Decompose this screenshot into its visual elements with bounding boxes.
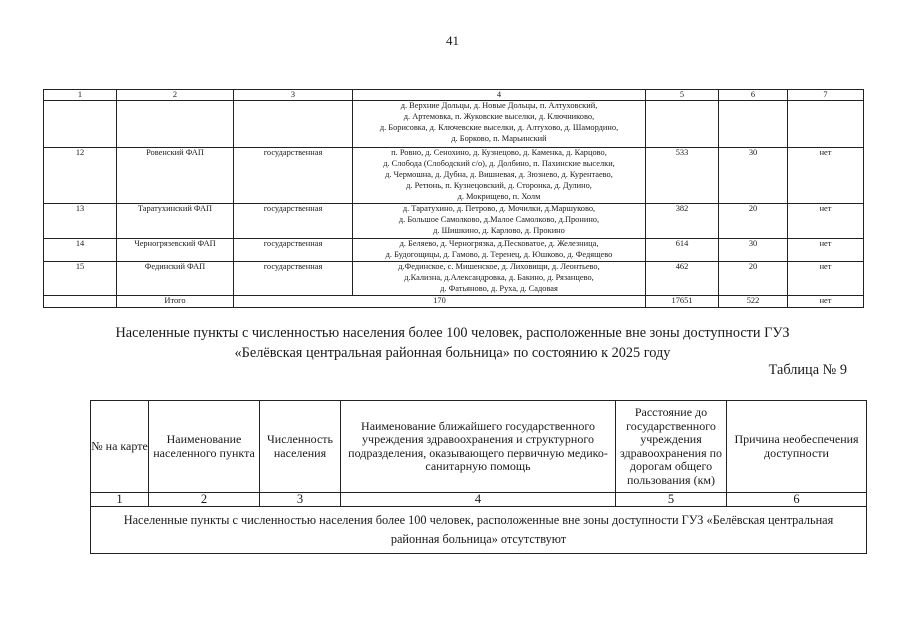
- population: 462: [646, 262, 719, 296]
- table-header-row: [91, 401, 867, 493]
- total-label: Итого: [117, 296, 234, 308]
- fap-table: [43, 89, 864, 308]
- row-number: 14: [44, 239, 117, 262]
- population: 382: [646, 204, 719, 239]
- row-number: 13: [44, 204, 117, 239]
- population: 614: [646, 239, 719, 262]
- note-row: [91, 507, 867, 554]
- column-numbers-row: [91, 493, 867, 507]
- column-number: 5: [616, 493, 727, 507]
- table-row: [44, 148, 864, 204]
- total-distance: 522: [719, 296, 788, 308]
- column-number: 6: [719, 90, 788, 101]
- fap-name: Черногрязевский ФАП: [117, 239, 234, 262]
- distance: 30: [719, 148, 788, 204]
- availability: нет: [788, 204, 864, 239]
- column-number: 3: [234, 90, 353, 101]
- ownership-form: [234, 101, 353, 148]
- distance: [719, 101, 788, 148]
- settlements-list: д. Таратухино, д. Петрово, д. Мочилки, д.Маршуково, д. Большое Самолково, д.Малое Самолково, д.Пронино, д. Шишкино, д. Карлово, д. Прокино: [353, 204, 646, 239]
- settlements-list: п. Ровно, д. Сенохино, д. Кузнецово, д. Каменка, д. Карцово, д. Слобода (Слободский с/о), д. Долбино, п. Пахинские выселки, д. Чермошна, д. Дубна, д. Вишневая, д. Зюзнево, д. Курентаево, д. Ретюнь, п. Кузнецовский, д. Сторонка, д. Дулино, д. Мокрищево, п. Холм: [353, 148, 646, 204]
- column-number: 5: [646, 90, 719, 101]
- availability: нет: [788, 239, 864, 262]
- heading-line-1: Населенные пункты с численностью населения более 100 человек, расположенные вне зоны доступности ГУЗ: [115, 325, 790, 341]
- fap-name: Ровенский ФАП: [117, 148, 234, 204]
- ownership-form: государственная: [234, 239, 353, 262]
- ownership-form: государственная: [234, 148, 353, 204]
- column-number: 2: [149, 493, 260, 507]
- page-number: 41: [446, 33, 459, 48]
- table-row: [44, 101, 864, 148]
- table-header-row: [44, 90, 864, 101]
- row-number: 12: [44, 148, 117, 204]
- distance: 30: [719, 239, 788, 262]
- column-number: 7: [788, 90, 864, 101]
- column-header: Причина необеспечения доступности: [727, 401, 867, 493]
- column-header: Численность населения: [260, 401, 341, 493]
- fap-name: [117, 101, 234, 148]
- distance: 20: [719, 204, 788, 239]
- row-number: 15: [44, 262, 117, 296]
- table-label: Таблица № 9: [768, 362, 847, 378]
- column-number: 1: [91, 493, 149, 507]
- heading-line-2: «Белёвская центральная районная больница» по состоянию к 2025 году: [234, 345, 671, 361]
- distance: 20: [719, 262, 788, 296]
- table-row: [44, 204, 864, 239]
- total-population: 17651: [646, 296, 719, 308]
- settlements-list: д. Верхние Дольцы, д. Новые Дольцы, п. Алтуховский, д. Артемовка, п. Жуковские выселки, д. Ключниково, д. Борисовка, д. Ключевские выселки, д. Алтухово, д. Шамордино, д. Борково, п. Марьинский: [353, 101, 646, 148]
- population: [646, 101, 719, 148]
- fap-name: Таратухинский ФАП: [117, 204, 234, 239]
- availability: [788, 101, 864, 148]
- column-header: Наименование населенного пункта: [149, 401, 260, 493]
- column-number: 3: [260, 493, 341, 507]
- column-number: 6: [727, 493, 867, 507]
- total-count: 170: [234, 296, 646, 308]
- column-number: 1: [44, 90, 117, 101]
- column-header: № на карте: [91, 401, 149, 493]
- fap-name: Фединский ФАП: [117, 262, 234, 296]
- total-availability: нет: [788, 296, 864, 308]
- column-number: 4: [353, 90, 646, 101]
- ownership-form: государственная: [234, 262, 353, 296]
- population: 533: [646, 148, 719, 204]
- column-header: Расстояние до государственного учреждения здравоохранения по дорогам общего пользования (км): [616, 401, 727, 493]
- table-note: Населенные пункты с численностью населения более 100 человек, расположенные вне зоны доступности ГУЗ «Белёвская центральная районная больница» отсутствуют: [91, 507, 867, 554]
- availability: нет: [788, 148, 864, 204]
- column-number: 2: [117, 90, 234, 101]
- availability: нет: [788, 262, 864, 296]
- section-heading: [0, 323, 905, 363]
- settlements-list: д. Беляево, д. Черногрязка, д.Песковатое, д. Железница, д. Будогощицы, д. Гамово, д. Теренец, д. Юшково, д. Федящево: [353, 239, 646, 262]
- table-row: [44, 239, 864, 262]
- row-number: [44, 101, 117, 148]
- column-number: 4: [341, 493, 616, 507]
- ownership-form: государственная: [234, 204, 353, 239]
- settlements-list: д.Фединское, с. Мишенское, д. Лиховищи, д. Леонтьево, д.Кализна, д.Александровка, д. Бакино, д. Рязанцево, д. Фатьяново, д. Руха, д. Садовая: [353, 262, 646, 296]
- total-row: [44, 296, 864, 308]
- settlements-table: [90, 400, 867, 554]
- column-header: Наименование ближайшего государственного учреждения здравоохранения и структурного подразделения, оказывающего первичную медико-санитарную помощь: [341, 401, 616, 493]
- table-row: [44, 262, 864, 296]
